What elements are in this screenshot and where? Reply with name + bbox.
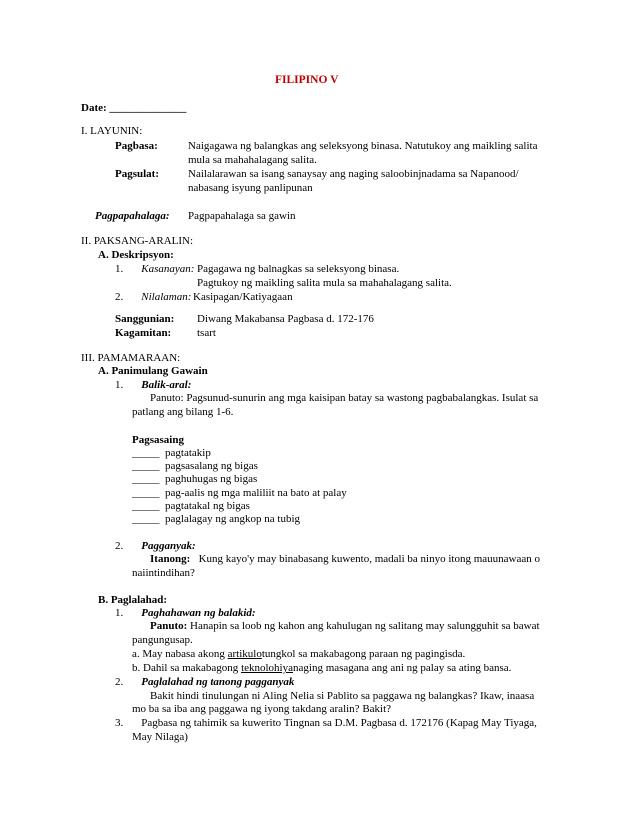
section-heading-layunin: I. LAYUNIN:: [81, 125, 143, 137]
kasanayan-item: 1. Kasanayan:: [115, 263, 195, 275]
section-heading-pamamaraan: III. PAMAMARAAN:: [81, 352, 181, 364]
pagsasaing-item: _____ pagtatakal ng bigas: [132, 500, 250, 512]
kasanayan-text-2: Pagtukoy ng maikling salita mula sa mahahalagang salita.: [197, 277, 452, 289]
section-heading-paksang-aralin: II. PAKSANG-ARALIN:: [81, 235, 194, 247]
pagsulat-label: Pagsulat:: [115, 168, 159, 180]
pagganyak-item: 2. Pagganyak:: [115, 540, 196, 552]
sanggunian-label: Sanggunian:: [115, 313, 175, 325]
balik-aral-item: 1. Balik-aral:: [115, 379, 192, 391]
pagsasaing-item: _____ paghuhugas ng bigas: [132, 473, 258, 485]
sentence-b: b. Dahil sa makabagong teknolohiyanaging masagana ang ani ng palay sa ating bansa.: [132, 662, 512, 674]
pagbasa-line-2: May Nilaga): [132, 731, 188, 743]
sanggunian-text: Diwang Makabansa Pagbasa d. 172-176: [197, 313, 374, 325]
nilalaman-item: 2. Nilalaman:: [115, 291, 192, 303]
pagbasa-text-2: mula sa mahahalagang salita.: [188, 154, 317, 166]
nilalaman-text: Kasipagan/Katiyagaan: [193, 291, 293, 303]
paglalahad-heading: B. Paglalahad:: [98, 594, 168, 606]
pagpapahalaga-label: Pagpapahalaga:: [95, 210, 170, 222]
date-line: Date: ______________: [81, 102, 187, 114]
pagsulat-text-1: Nailalarawan sa isang sanaysay ang naging saloobinjnadama sa Napanood/: [188, 168, 519, 180]
panimulang-gawain-heading: A. Panimulang Gawain: [98, 365, 208, 377]
sentence-a: a. May nabasa akong artikulotungkol sa makabagong paraan ng pagingisda.: [132, 648, 466, 660]
pagbasa-label: Pagbasa:: [115, 140, 158, 152]
kagamitan-label: Kagamitan:: [115, 327, 172, 339]
itanong-line-2: naiintindihan?: [132, 567, 195, 579]
pagsasaing-item: _____ pagsasalang ng bigas: [132, 460, 258, 472]
itanong-line: Itanong: Kung kayo'y may binabasang kuwento, madali ba ninyo itong mauunawaan o: [150, 553, 540, 565]
pagsasaing-item: _____ pagtatakip: [132, 447, 211, 459]
pagbasa-item: 3. Pagbasa ng tahimik sa kuwerito Tingnan sa D.M. Pagbasa d. 172176 (Kapag May Tiyaga,: [115, 717, 537, 729]
pagsasaing-heading: Pagsasaing: [132, 434, 184, 446]
kagamitan-text: tsart: [197, 327, 216, 339]
panuto-line-2: pangungusap.: [132, 634, 193, 646]
paghahawan-item: 1. Paghahawan ng balakid:: [115, 607, 256, 619]
paglalahad-tanong-item: 2. Paglalahad ng tanong pagganyak: [115, 676, 295, 688]
tanong-line-1: Bakit hindi tinulungan ni Aling Nelia si Pablito sa paggawa ng balangkas? Ikaw, inaasa: [150, 690, 535, 702]
kasanayan-text-1: Pagagawa ng balnagkas sa seleksyong binasa.: [197, 263, 400, 275]
pagbasa-text-1: Naigagawa ng balangkas ang seleksyong binasa. Natutukoy ang maikling salita: [188, 140, 538, 152]
tanong-line-2: mo ba sa iba ang paggawa ng iyong takdang aralin? Bakit?: [132, 703, 392, 715]
balik-aral-instruction-1: Panuto: Pagsunud-sunurin ang mga kaisipan batay sa wastong pagbabalangkas. Isulat sa: [150, 392, 539, 404]
page-title: FILIPINO V: [275, 74, 339, 86]
pagsasaing-item: _____ pag-aalis ng mga maliliit na bato at palay: [132, 487, 347, 499]
deskripsyon-heading: A. Deskripsyon:: [98, 249, 174, 261]
pagsulat-text-2: nabasang isyung panlipunan: [188, 182, 313, 194]
balik-aral-instruction-2: patlang ang bilang 1-6.: [132, 406, 234, 418]
pagsasaing-item: _____ paglalagay ng angkop na tubig: [132, 513, 301, 525]
panuto-line: Panuto: Hanapin sa loob ng kahon ang kahulugan ng salitang may salungguhit sa bawat: [150, 620, 540, 632]
pagpapahalaga-text: Pagpapahalaga sa gawin: [188, 210, 296, 222]
